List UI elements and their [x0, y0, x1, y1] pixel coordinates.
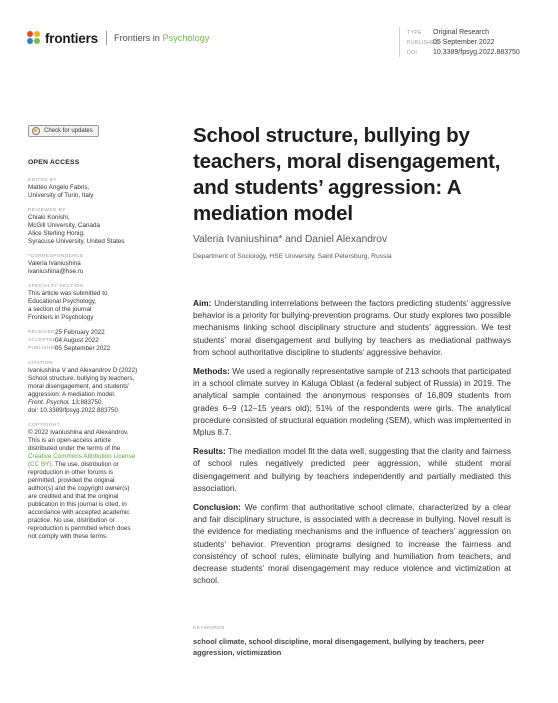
logo-divider: [106, 31, 107, 45]
article-meta: [407, 28, 520, 58]
doi-value[interactable]: 10.3389/fpsyg.2022.883750: [433, 49, 520, 56]
keywords-label: KEYWORDS: [193, 626, 225, 631]
article-authors: Valeria Ivaniushina* and Daniel Alexandrov: [193, 234, 388, 245]
published-label: PUBLISHED: [407, 40, 440, 46]
abstract-results: Results: The mediation model fit the data well, suggesting that the clarity and fairness of school rules negatively predicted peer aggression, while student moral disengagement and bullying by teachers independently and partially mediated this association.: [193, 446, 511, 493]
reviewed-by-section: REVIEWED BY Chiaki Konishi, McGill University, Canada Alice Sterling Honig, Syracuse University, United States: [28, 207, 160, 246]
specialty-section: SPECIALTY SECTION This article was submitted to Educational Psychology, a section of the journal Frontiers in Psychology: [28, 283, 160, 322]
correspondence-section: *CORRESPONDENCE Valeria Ivaniushina ivaniushina@hse.ru: [28, 253, 160, 276]
check-updates-button[interactable]: Check for updates: [28, 125, 99, 137]
abstract-conclusion: Conclusion: We confirm that authoritative school climate, characterized by a clear and fair disciplinary structure, is associated with a decrease in bullying. Novel result is the evidence for mediating mechanisms and the influence of teachers’ aggression on students’ behavior. Prevention programs designed to increase the fairness and consistency of school rules, eliminate bullying and humiliation from teachers, and decrease students’ moral disengagement may reduce violence and victimization at school.: [193, 502, 511, 586]
received-date: 25 February 2022: [55, 329, 105, 336]
correspondence[interactable]: Valeria Ivaniushina ivaniushina@hse.ru: [28, 260, 84, 275]
open-access-label: OPEN ACCESS: [28, 159, 80, 166]
license-link[interactable]: Creative Commons Attribution License (CC BY).: [28, 453, 136, 468]
citation-text: Ivaniushina V and Alexandrov D (2022) School structure, bullying by teachers, moral disengagement, and students' aggression: A mediation model. Front. Psychol. 13:883750. doi: 10.3389/fpsyg.2022.883750: [28, 367, 138, 414]
copyright-text: © 2022 Ivaniushina and Alexandrov. This is an open-access article distributed under the terms of the Creative Commons Attribution License (CC BY). The use, distribution or reproduction in other forums is permitted, provided the original author(s) and the copyright owner(s) are credited and that the original publication in this journal is cited, in accordance with accepted academic practice. No use, distribution or reproduction is permitted which does not comply with these terms.: [28, 429, 136, 540]
check-updates-icon: [32, 127, 40, 135]
type-value: Original Research: [433, 29, 490, 36]
published-value: 05 September 2022: [433, 39, 495, 46]
editor: Matteo Angelo Fabris, University of Turin, Italy: [28, 184, 94, 199]
sidebar-info: [28, 125, 160, 548]
doi-label: DOI: [407, 50, 418, 56]
meta-divider: [399, 27, 400, 57]
copyright-section: COPYRIGHT © 2022 Ivaniushina and Alexandrov. This is an open-access article distributed under the terms of the Creative Commons Attribution License (CC BY). The use, distribution or reproduction in other forums is permitted, provided the original author(s) and the copyright owner(s) are credited and that the original publication in this journal is cited, in accordance with accepted academic practice. No use, distribution or reproduction is permitted which does not comply with these terms.: [28, 422, 160, 541]
keywords: school climate, school discipline, moral disengagement, bullying by teachers, peer aggression, victimization: [193, 637, 485, 657]
frontiers-mark-icon: [27, 31, 41, 45]
citation-section: CITATION Ivaniushina V and Alexandrov D (2022) School structure, bullying by teachers, moral disengagement, and students' aggression: A mediation model. Front. Psychol. 13:883750. doi: 10.3389/fpsyg.2022.883750: [28, 360, 160, 415]
article-affiliation: Department of Sociology, HSE University, Saint Petersburg, Russia: [193, 253, 392, 260]
abstract-methods: Methods: We used a regionally representative sample of 213 schools that participated in a school climate survey in Kaluga Oblast (a federal subject of Russia) in 2019. The analytical sample contained the anonymous responses of 16,809 students from grades 6–9 (12–15 years old); 51% of the respondents were girls. The analytical procedure consisted of structural equation modeling (SEM), which was implemented in Mplus 8.7.: [193, 366, 511, 438]
type-label: TYPE: [407, 30, 422, 36]
published-date: 05 September 2022: [55, 345, 111, 352]
frontiers-logo[interactable]: [27, 30, 209, 46]
edited-by-section: EDITED BY Matteo Angelo Fabris, University of Turin, Italy: [28, 177, 160, 200]
abstract-aim: Aim: Understanding interrelations between the factors predicting students’ aggressive behavior is a priority for bullying-prevention programs. Our study explores two possible mechanisms linking school disciplinary structure and students’ aggression. We test students’ moral disengagement and bullying by teachers as mediational pathways from school authoritative discipline to students’ aggressive behavior.: [193, 298, 511, 357]
accepted-date: 04 August 2022: [55, 337, 99, 344]
specialty-text: This article was submitted to Educational Psychology, a section of the journal Frontiers in Psychology: [28, 290, 108, 321]
article-title: School structure, bullying by teachers, moral disengagement, and students’ aggression: A mediation model: [193, 124, 501, 225]
abstract: [193, 297, 511, 593]
journal-name: Frontiers in Psychology: [113, 33, 210, 43]
logo-wordmark: frontiers: [45, 30, 98, 46]
dates-section: RECEIVED 25 February 2022 ACCEPTED 04 August 2022 PUBLISHED 05 September 2022: [28, 329, 111, 352]
reviewers: Chiaki Konishi, McGill University, Canada Alice Sterling Honig, Syracuse University, United States: [28, 214, 125, 245]
